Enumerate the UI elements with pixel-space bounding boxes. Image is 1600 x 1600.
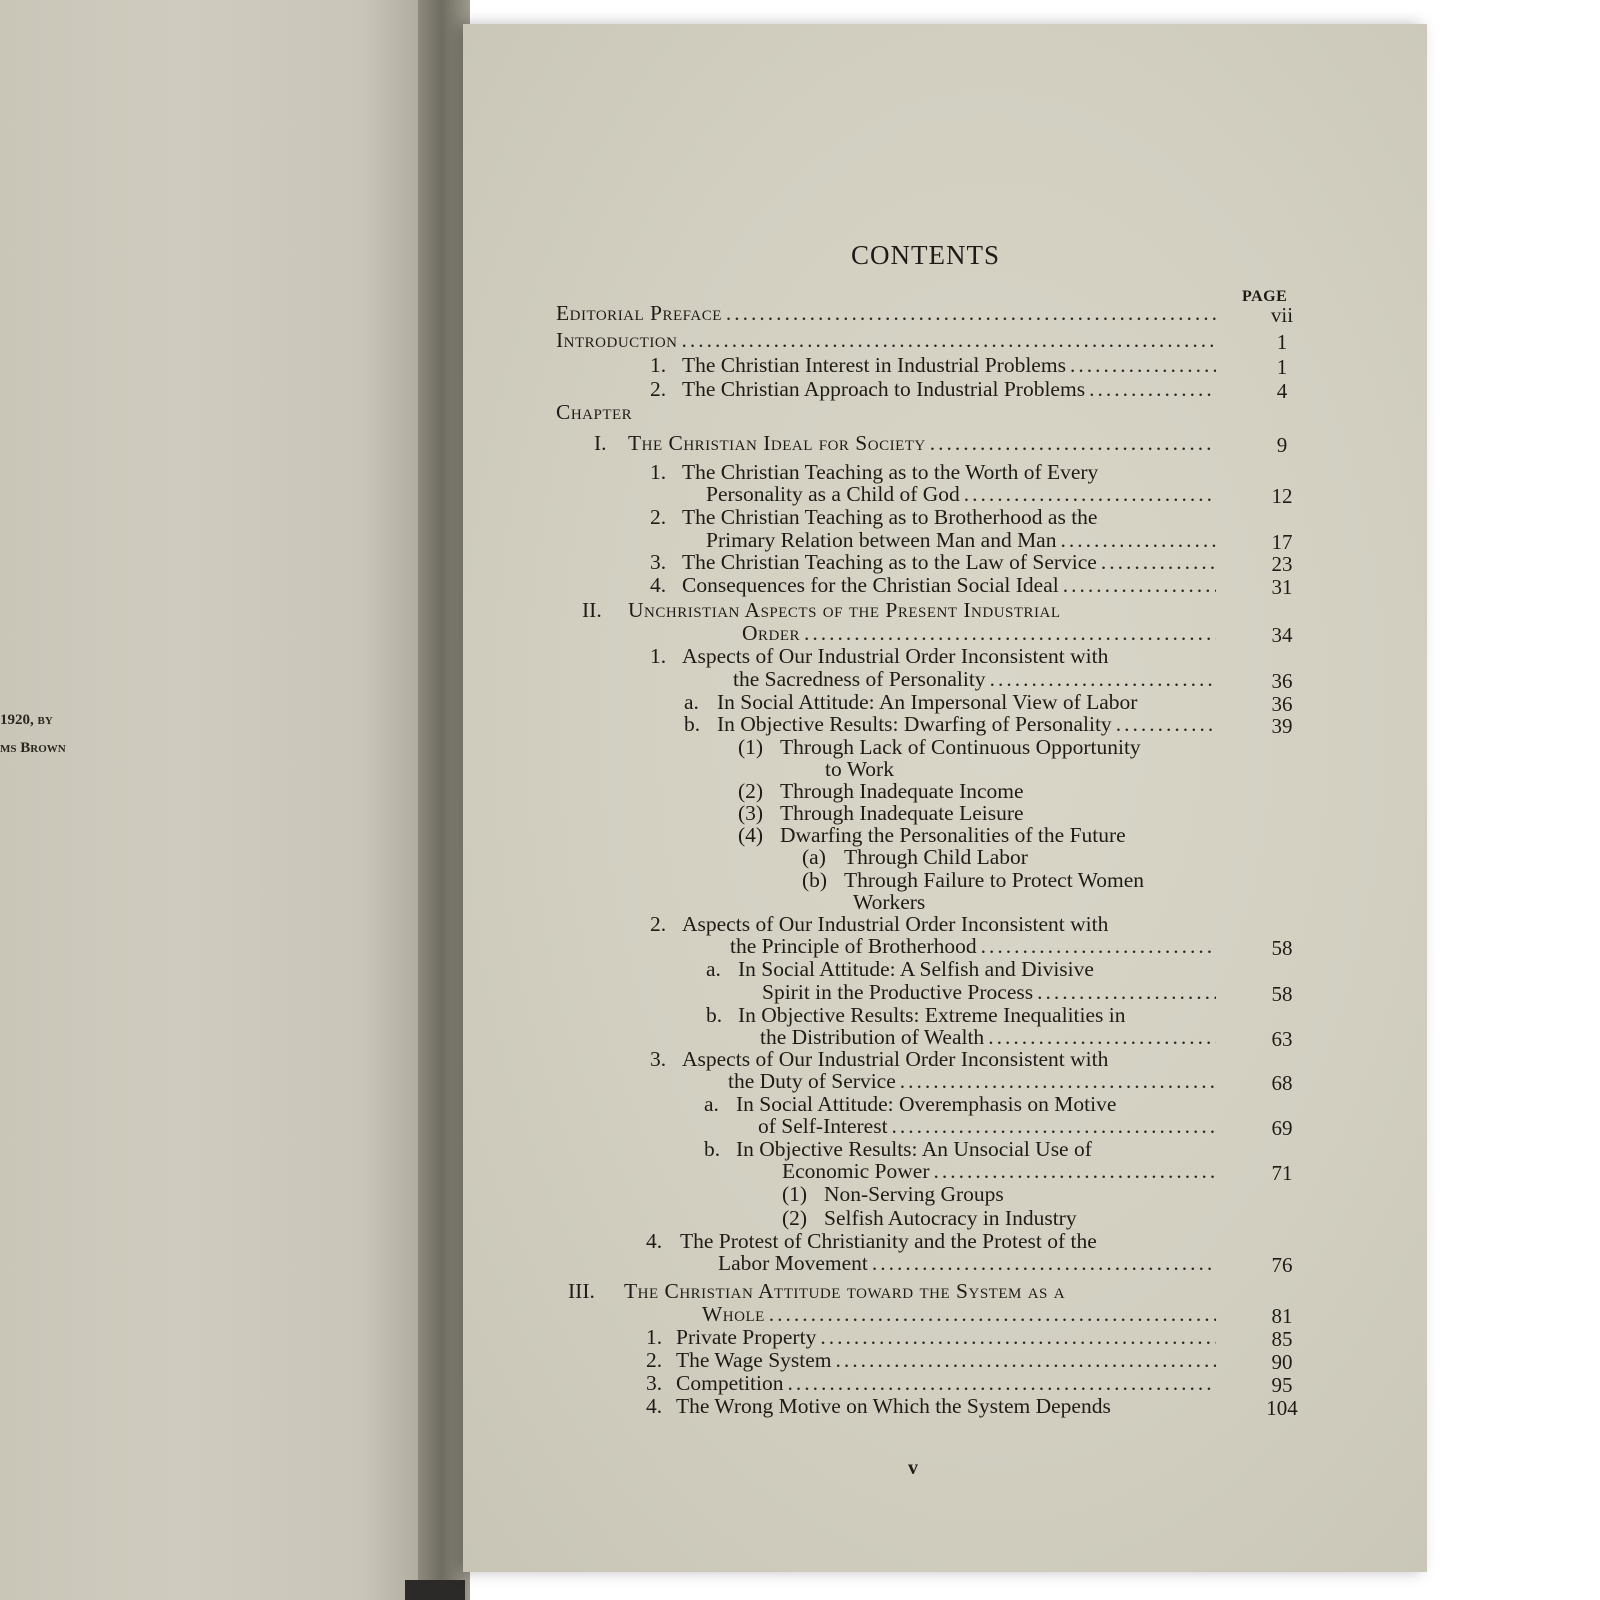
dot-leader	[1116, 712, 1216, 736]
toc-entry-number: 3.	[650, 550, 667, 574]
toc-page-number: 71	[1271, 1161, 1293, 1185]
toc-entry-title: Through Inadequate Leisure	[780, 801, 1024, 825]
toc-entry-title: In Objective Results: Dwarfing of Personality	[717, 712, 1112, 736]
toc-entry-number: 1.	[650, 644, 667, 668]
dot-leader	[769, 1302, 1216, 1326]
toc-entry-number: (a)	[802, 845, 826, 869]
toc-entry-number: (b)	[802, 868, 828, 892]
toc-entry	[646, 1394, 1216, 1418]
toc-entry-number: 1.	[646, 1325, 663, 1349]
toc-entry-title: The Wrong Motive on Which the System Depends	[676, 1394, 1111, 1418]
toc-entry-number: (1)	[738, 735, 764, 759]
toc-page-number: 76	[1271, 1253, 1293, 1277]
toc-entry-title: The Christian Interest in Industrial Problems	[682, 353, 1066, 377]
toc-entry	[650, 505, 1216, 529]
toc-entry-number: (2)	[738, 779, 764, 803]
dot-leader	[1101, 550, 1216, 574]
toc-entry-number: 2.	[650, 912, 667, 936]
toc-entry-title: Competition	[676, 1371, 784, 1395]
toc-entry	[556, 328, 1216, 352]
page-column-header: PAGE	[1242, 288, 1288, 305]
toc-page-number: 90	[1271, 1350, 1293, 1374]
dot-leader	[836, 1348, 1216, 1372]
toc-entry-title: the Sacredness of Personality	[733, 667, 986, 691]
toc-page-number: vii	[1270, 303, 1294, 327]
toc-entry-title: Spirit in the Productive Process	[762, 980, 1034, 1004]
toc-entry	[646, 1325, 1216, 1349]
toc-entry-number: b.	[704, 1137, 721, 1161]
dot-leader	[892, 1114, 1216, 1138]
dot-leader	[964, 482, 1216, 506]
copyright-line-2: ms Brown	[0, 740, 66, 756]
toc-entry	[684, 712, 1216, 736]
toc-entry-title: Editorial Preface	[556, 301, 722, 325]
toc-entry-title: Aspects of Our Industrial Order Inconsistent with	[682, 644, 1109, 668]
toc-entry	[853, 890, 1216, 914]
toc-entry-title: Primary Relation between Man and Man	[706, 528, 1057, 552]
toc-page-number: 95	[1271, 1373, 1293, 1397]
toc-entry-title: The Christian Approach to Industrial Problems	[682, 377, 1086, 401]
toc-page-number: 69	[1271, 1116, 1293, 1140]
toc-entry	[738, 779, 1216, 803]
toc-entry-number: 4.	[646, 1229, 663, 1253]
toc-entry-title: the Principle of Brotherhood	[730, 934, 977, 958]
dot-leader	[988, 1025, 1216, 1049]
toc-entry-title: The Protest of Christianity and the Protest of the	[680, 1229, 1097, 1253]
toc-entry-number: (4)	[738, 823, 764, 847]
toc-entry-title: The Christian Teaching as to the Worth of Every	[682, 460, 1099, 484]
toc-entry	[650, 912, 1216, 936]
toc-entry-title: Order	[742, 621, 801, 645]
toc-entry-number: a.	[706, 957, 721, 981]
toc-entry-title: In Social Attitude: Overemphasis on Motive	[736, 1092, 1117, 1116]
dot-leader	[930, 431, 1216, 455]
toc-entry	[594, 431, 1216, 455]
dot-leader	[1060, 528, 1216, 552]
toc-entry-number: 1.	[650, 460, 667, 484]
toc-entry-title: The Christian Ideal for Society	[628, 431, 926, 455]
toc-entry	[704, 1092, 1216, 1116]
toc-entry-title: Consequences for the Christian Social Ideal	[682, 573, 1059, 597]
page-title: CONTENTS	[851, 240, 1000, 270]
toc-entry-title: Private Property	[676, 1325, 817, 1349]
toc-entry-number: (3)	[738, 801, 764, 825]
toc-entry-title: Workers	[853, 890, 926, 914]
toc-entry	[702, 1302, 1216, 1326]
toc-entry	[568, 1279, 1216, 1303]
toc-entry-title: Selfish Autocracy in Industry	[824, 1206, 1077, 1230]
toc-entry-title: Economic Power	[782, 1159, 930, 1183]
toc-entry	[738, 735, 1216, 759]
dot-leader	[1089, 377, 1216, 401]
toc-entry	[650, 550, 1216, 574]
toc-page-number: 36	[1271, 669, 1293, 693]
toc-entry-title: In Objective Results: Extreme Inequalities in	[738, 1003, 1126, 1027]
dot-leader	[788, 1371, 1217, 1395]
toc-entry-number: III.	[568, 1279, 595, 1303]
toc-entry-title: Introduction	[556, 328, 678, 352]
toc-page-number: 81	[1271, 1304, 1293, 1328]
toc-entry	[758, 1114, 1216, 1138]
toc-page-number: 36	[1271, 692, 1293, 716]
dot-leader	[1063, 573, 1216, 597]
book-spine	[405, 1580, 465, 1600]
toc-page-number: 12	[1271, 484, 1293, 508]
toc-entry-title: the Duty of Service	[728, 1069, 896, 1093]
toc-page-number: 9	[1276, 433, 1288, 457]
toc-page-number: 104	[1266, 1396, 1298, 1420]
toc-entry	[728, 1069, 1216, 1093]
toc-entry	[556, 301, 1216, 325]
toc-entry-title: In Objective Results: An Unsocial Use of	[736, 1137, 1092, 1161]
toc-entry-title: Unchristian Aspects of the Present Industrial	[628, 598, 1061, 622]
toc-page-number: 58	[1271, 982, 1293, 1006]
toc-page-number: 23	[1271, 552, 1293, 576]
toc-entry	[782, 1182, 1216, 1206]
toc-entry-title: Non-Serving Groups	[824, 1182, 1004, 1206]
toc-page-number: 1	[1276, 330, 1288, 354]
toc-entry	[650, 573, 1216, 597]
toc-entry-title: In Social Attitude: An Impersonal View of Labor	[717, 690, 1138, 714]
dot-leader	[990, 667, 1216, 691]
dot-leader	[820, 1325, 1216, 1349]
toc-entry	[730, 934, 1216, 958]
toc-entry	[738, 801, 1216, 825]
toc-entry	[556, 400, 1216, 424]
toc-page-number: 68	[1271, 1071, 1293, 1095]
toc-entry	[782, 1206, 1216, 1230]
toc-entry-number: 2.	[646, 1348, 663, 1372]
toc-entry-title: Through Failure to Protect Women	[844, 868, 1145, 892]
dot-leader	[1037, 980, 1216, 1004]
toc-entry-title: to Work	[825, 757, 894, 781]
dot-leader	[682, 328, 1217, 352]
toc-entry	[802, 868, 1216, 892]
toc-entry-title: Dwarfing the Personalities of the Future	[780, 823, 1126, 847]
toc-entry	[733, 667, 1216, 691]
toc-page-number: 34	[1271, 623, 1293, 647]
dot-leader	[726, 301, 1216, 325]
dot-leader	[804, 621, 1216, 645]
toc-page-number: 17	[1271, 530, 1293, 554]
toc-entry	[650, 1047, 1216, 1071]
toc-entry-title: Labor Movement	[718, 1251, 868, 1275]
toc-entry	[760, 1025, 1216, 1049]
toc-entry-title: Chapter	[556, 400, 633, 424]
toc-entry-title: Through Inadequate Income	[780, 779, 1024, 803]
toc-entry-number: (1)	[782, 1182, 808, 1206]
dot-leader	[981, 934, 1216, 958]
toc-entry	[718, 1251, 1216, 1275]
toc-entry	[582, 598, 1216, 622]
dot-leader	[872, 1251, 1216, 1275]
toc-entry-title: In Social Attitude: A Selfish and Divisive	[738, 957, 1094, 981]
toc-entry-title: the Distribution of Wealth	[760, 1025, 985, 1049]
toc-entry-number: 3.	[650, 1047, 667, 1071]
toc-page-number: 85	[1271, 1327, 1293, 1351]
toc-entry	[742, 621, 1216, 645]
toc-entry	[802, 845, 1216, 869]
toc-entry-title: The Christian Teaching as to the Law of Service	[682, 550, 1097, 574]
toc-entry-title: The Wage System	[676, 1348, 832, 1372]
toc-entry-number: a.	[684, 690, 699, 714]
toc-page-number: 58	[1271, 936, 1293, 960]
toc-page-number: 4	[1276, 379, 1288, 403]
toc-entry	[825, 757, 1216, 781]
toc-entry	[650, 377, 1216, 401]
dot-leader	[933, 1159, 1216, 1183]
toc-entry	[646, 1371, 1216, 1395]
toc-entry-number: (2)	[782, 1206, 808, 1230]
toc-entry-title: Aspects of Our Industrial Order Inconsistent with	[682, 1047, 1109, 1071]
toc-entry-title: of Self-Interest	[758, 1114, 888, 1138]
toc-entry-number: a.	[704, 1092, 719, 1116]
toc-entry	[706, 957, 1216, 981]
toc-page-number: 1	[1276, 355, 1288, 379]
toc-entry	[782, 1159, 1216, 1183]
toc-entry-title: Through Child Labor	[844, 845, 1028, 869]
toc-entry	[650, 460, 1216, 484]
toc-entry	[706, 528, 1216, 552]
toc-entry-title: Aspects of Our Industrial Order Inconsistent with	[682, 912, 1109, 936]
toc-entry-number: 3.	[646, 1371, 663, 1395]
toc-entry-number: 4.	[650, 573, 667, 597]
toc-entry	[684, 690, 1216, 714]
toc-entry-title: The Christian Attitude toward the System as a	[624, 1279, 1066, 1303]
toc-entry-number: II.	[582, 598, 602, 622]
toc-page-number: 63	[1271, 1027, 1293, 1051]
toc-page-number: 39	[1271, 714, 1293, 738]
toc-entry-number: 2.	[650, 377, 667, 401]
left-page	[0, 0, 452, 1600]
toc-page-number: 31	[1271, 575, 1293, 599]
toc-entry	[650, 644, 1216, 668]
toc-entry	[706, 482, 1216, 506]
toc-entry-title: Whole	[702, 1302, 765, 1326]
toc-entry-number: b.	[684, 712, 701, 736]
page-folio: v	[908, 1457, 918, 1479]
toc-entry-title: Through Lack of Continuous Opportunity	[780, 735, 1141, 759]
toc-entry	[706, 1003, 1216, 1027]
dot-leader	[900, 1069, 1216, 1093]
toc-entry	[646, 1229, 1216, 1253]
toc-entry-number: 4.	[646, 1394, 663, 1418]
toc-entry-number: I.	[594, 431, 607, 455]
copyright-line-1: 1920, by	[0, 712, 53, 728]
toc-entry-number: b.	[706, 1003, 723, 1027]
toc-entry-title: Personality as a Child of God	[706, 482, 960, 506]
toc-entry-number: 2.	[650, 505, 667, 529]
toc-entry-number: 1.	[650, 353, 667, 377]
toc-entry	[650, 353, 1216, 377]
dot-leader	[1070, 353, 1216, 377]
toc-entry	[704, 1137, 1216, 1161]
toc-entry-title: The Christian Teaching as to Brotherhood as the	[682, 505, 1098, 529]
toc-entry	[738, 823, 1216, 847]
toc-entry	[762, 980, 1216, 1004]
toc-entry	[646, 1348, 1216, 1372]
